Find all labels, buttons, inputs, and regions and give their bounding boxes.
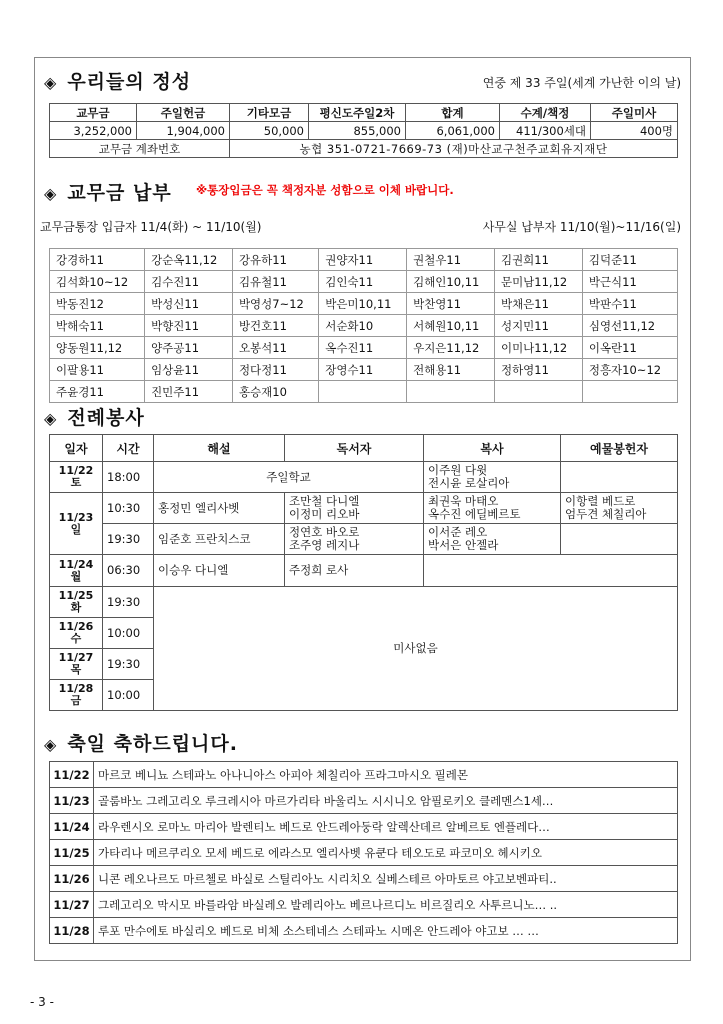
service-row — [50, 524, 678, 555]
no-mass-note: 미사없음 — [154, 587, 678, 711]
value-cell: 855,000 — [309, 122, 406, 140]
payer-cell: 진민주11 — [145, 381, 233, 403]
service-time: 19:30 — [103, 649, 154, 680]
header-cell: 기타모금 — [230, 104, 309, 122]
header-cell: 복사 — [424, 435, 561, 462]
header-cell: 예물봉헌자 — [561, 435, 678, 462]
feast-row — [50, 892, 678, 918]
feast-row — [50, 918, 678, 944]
payer-cell: 김유철11 — [232, 271, 318, 293]
service-date: 11/22 토 — [50, 462, 103, 493]
payer-cell: 박영성7~12 — [232, 293, 318, 315]
service-row — [50, 555, 678, 587]
account-value: 농협 351-0721-7669-73 (재)마산교구천주교회유지재단 — [230, 140, 678, 158]
payer-cell: 방건호11 — [232, 315, 318, 337]
value-cell: 3,252,000 — [50, 122, 137, 140]
feast-table — [49, 761, 678, 944]
payer-cell: 박동진12 — [50, 293, 145, 315]
payer-cell: 강순옥11,12 — [145, 249, 233, 271]
payer-cell: 서순화10 — [319, 315, 407, 337]
service-date: 11/23 일 — [50, 493, 103, 555]
payer-cell: 박채은11 — [494, 293, 582, 315]
header-cell: 평신도주일2차 — [309, 104, 406, 122]
payer-cell: 심영선11,12 — [582, 315, 677, 337]
bank-payer-period: 교무금통장 입금자 11/4(화) ~ 11/10(월) — [40, 220, 262, 234]
header-cell: 교무금 — [50, 104, 137, 122]
payer-cell: 박찬영11 — [407, 293, 495, 315]
service-header-row — [50, 435, 678, 462]
header-cell: 수계/책정 — [500, 104, 591, 122]
office-payer-period: 사무실 납부자 11/10(월)~11/16(일) — [482, 220, 681, 234]
payer-cell: 장영수11 — [319, 359, 407, 381]
value-cell: 6,061,000 — [406, 122, 500, 140]
payer-row — [50, 271, 678, 293]
payer-cell: 이팔용11 — [50, 359, 145, 381]
service-time: 18:00 — [103, 462, 154, 493]
offering-table — [49, 103, 678, 158]
payer-cell: 김수진11 — [145, 271, 233, 293]
header-cell: 독서자 — [285, 435, 424, 462]
feast-row — [50, 814, 678, 840]
feast-row — [50, 866, 678, 892]
payer-cell: 강경하11 — [50, 249, 145, 271]
offering-value-row — [50, 122, 678, 140]
offertory — [561, 524, 678, 555]
feast-date: 11/22 — [50, 762, 94, 788]
feast-date: 11/26 — [50, 866, 94, 892]
offertory — [561, 462, 678, 493]
reader: 조만철 다니엘 이정미 리오바 — [285, 493, 424, 524]
service-time: 10:00 — [103, 618, 154, 649]
commentator: 이승우 다니엘 — [154, 555, 285, 587]
payer-cell: 전해용11 — [407, 359, 495, 381]
commentator: 주일학교 — [154, 462, 424, 493]
service-row — [50, 462, 678, 493]
service-title: ◈ 전례봉사 — [44, 407, 145, 429]
feast-title: ◈ 축일 축하드립니다. — [44, 733, 238, 755]
service-time: 10:00 — [103, 680, 154, 711]
payers-table — [49, 248, 678, 403]
reader: 정연호 바오로 조주영 레지나 — [285, 524, 424, 555]
payer-row — [50, 315, 678, 337]
payer-row — [50, 293, 678, 315]
payer-cell: 정하영11 — [494, 359, 582, 381]
service-table — [49, 434, 678, 711]
payer-cell: 우지은11,12 — [407, 337, 495, 359]
payer-cell — [407, 381, 495, 403]
payer-cell — [319, 381, 407, 403]
feast-names: 가타리나 메르쿠리오 모세 베드로 에라스모 엘리사벳 유쿤다 테오도로 파코미오 헤시키오 — [94, 840, 678, 866]
payer-cell: 강유하11 — [232, 249, 318, 271]
payer-cell: 문미남11,12 — [494, 271, 582, 293]
value-cell: 411/300세대 — [500, 122, 591, 140]
feast-date: 11/25 — [50, 840, 94, 866]
header-cell: 일자 — [50, 435, 103, 462]
service-time: 19:30 — [103, 587, 154, 618]
payer-cell: 박근식11 — [582, 271, 677, 293]
feast-names: 라우렌시오 로마노 마리아 발렌티노 베드로 안드레아둥락 알렉산데르 알베르토 엔플레다… — [94, 814, 678, 840]
payer-cell: 임상윤11 — [145, 359, 233, 381]
liturgical-day: 연중 제 33 주일(세계 가난한 이의 날) — [482, 76, 681, 90]
feast-row — [50, 788, 678, 814]
blank-cell — [424, 555, 678, 587]
payer-row — [50, 249, 678, 271]
payer-cell: 박은미10,11 — [319, 293, 407, 315]
feast-date: 11/23 — [50, 788, 94, 814]
service-time: 10:30 — [103, 493, 154, 524]
header-cell: 합계 — [406, 104, 500, 122]
diamond-icon: ◈ — [44, 409, 58, 428]
payer-cell: 김해인10,11 — [407, 271, 495, 293]
payer-cell: 김덕준11 — [582, 249, 677, 271]
payer-cell: 주윤경11 — [50, 381, 145, 403]
payer-cell: 박향진11 — [145, 315, 233, 337]
payer-cell: 옥수진11 — [319, 337, 407, 359]
service-date: 11/26 수 — [50, 618, 103, 649]
value-cell: 50,000 — [230, 122, 309, 140]
feast-date: 11/27 — [50, 892, 94, 918]
account-row — [50, 140, 678, 158]
payer-cell: 정다정11 — [232, 359, 318, 381]
payer-row — [50, 337, 678, 359]
payer-cell: 이미나11,12 — [494, 337, 582, 359]
payer-cell: 박판수11 — [582, 293, 677, 315]
service-date: 11/24 월 — [50, 555, 103, 587]
diamond-icon: ◈ — [44, 735, 58, 754]
altar-server: 이서준 레오 박서은 안젤라 — [424, 524, 561, 555]
payer-row — [50, 381, 678, 403]
reader: 주정희 로사 — [285, 555, 424, 587]
payer-cell: 이옥란11 — [582, 337, 677, 359]
account-label: 교무금 계좌번호 — [50, 140, 230, 158]
feast-date: 11/28 — [50, 918, 94, 944]
payer-cell: 권철우11 — [407, 249, 495, 271]
payer-cell: 박해숙11 — [50, 315, 145, 337]
service-date: 11/25 화 — [50, 587, 103, 618]
service-row — [50, 493, 678, 524]
feast-names: 골룸바노 그레고리오 루크레시아 마르가리타 바울리노 시시니오 암필로키오 클레멘스1세… — [94, 788, 678, 814]
payer-cell: 성지민11 — [494, 315, 582, 337]
service-time: 06:30 — [103, 555, 154, 587]
payer-cell — [494, 381, 582, 403]
commentator: 임준호 프란치스코 — [154, 524, 285, 555]
feast-row — [50, 762, 678, 788]
service-time: 19:30 — [103, 524, 154, 555]
feast-date: 11/24 — [50, 814, 94, 840]
altar-server: 최권욱 마태오 옥수진 에딜베르토 — [424, 493, 561, 524]
payer-cell: 양동원11,12 — [50, 337, 145, 359]
payer-cell: 홍승재10 — [232, 381, 318, 403]
feast-names: 마르코 베니뇨 스테파노 아나니아스 아피아 체칠리아 프라그마시오 필레몬 — [94, 762, 678, 788]
payer-cell: 서혜원10,11 — [407, 315, 495, 337]
payer-cell: 정흥자10~12 — [582, 359, 677, 381]
payer-row — [50, 359, 678, 381]
feast-names: 루포 만수에토 바실리오 베드로 비체 소스테네스 스테파노 시메온 안드레아 야고보 … … — [94, 918, 678, 944]
header-cell: 해설 — [154, 435, 285, 462]
diamond-icon: ◈ — [44, 73, 58, 92]
payer-cell: 오봉석11 — [232, 337, 318, 359]
header-cell: 시간 — [103, 435, 154, 462]
dues-title: ◈ 교무금 납부 — [44, 182, 172, 204]
service-row — [50, 587, 678, 618]
payer-cell — [582, 381, 677, 403]
offering-title: ◈ 우리들의 정성 — [44, 71, 192, 93]
payer-cell: 김권희11 — [494, 249, 582, 271]
payer-cell: 김인숙11 — [319, 271, 407, 293]
payer-cell: 김석화10~12 — [50, 271, 145, 293]
commentator: 홍정민 엘리사벳 — [154, 493, 285, 524]
header-cell: 주일미사 — [591, 104, 678, 122]
altar-server: 이주원 다윗 전시윤 로살리아 — [424, 462, 561, 493]
payer-cell: 박성신11 — [145, 293, 233, 315]
diamond-icon: ◈ — [44, 184, 58, 203]
header-cell: 주일헌금 — [137, 104, 230, 122]
payer-cell: 양주공11 — [145, 337, 233, 359]
offering-header-row — [50, 104, 678, 122]
feast-names: 그레고리오 막시모 바를라암 바실레오 발레리아노 베르나르디노 비르질리오 사투르니노… .. — [94, 892, 678, 918]
dues-notice: ※통장입금은 꼭 책정자분 성함으로 이체 바랍니다. — [196, 183, 454, 197]
service-date: 11/27 목 — [50, 649, 103, 680]
page-number: - 3 - — [30, 995, 54, 1009]
value-cell: 1,904,000 — [137, 122, 230, 140]
service-date: 11/28 금 — [50, 680, 103, 711]
feast-names: 니콘 레오나르도 마르첼로 바실로 스틸리아노 시리치오 실베스테르 아마토르 야고보벤파티.. — [94, 866, 678, 892]
payer-cell: 권양자11 — [319, 249, 407, 271]
offertory: 이항렬 베드로 엄두견 체칠리아 — [561, 493, 678, 524]
value-cell: 400명 — [591, 122, 678, 140]
feast-row — [50, 840, 678, 866]
